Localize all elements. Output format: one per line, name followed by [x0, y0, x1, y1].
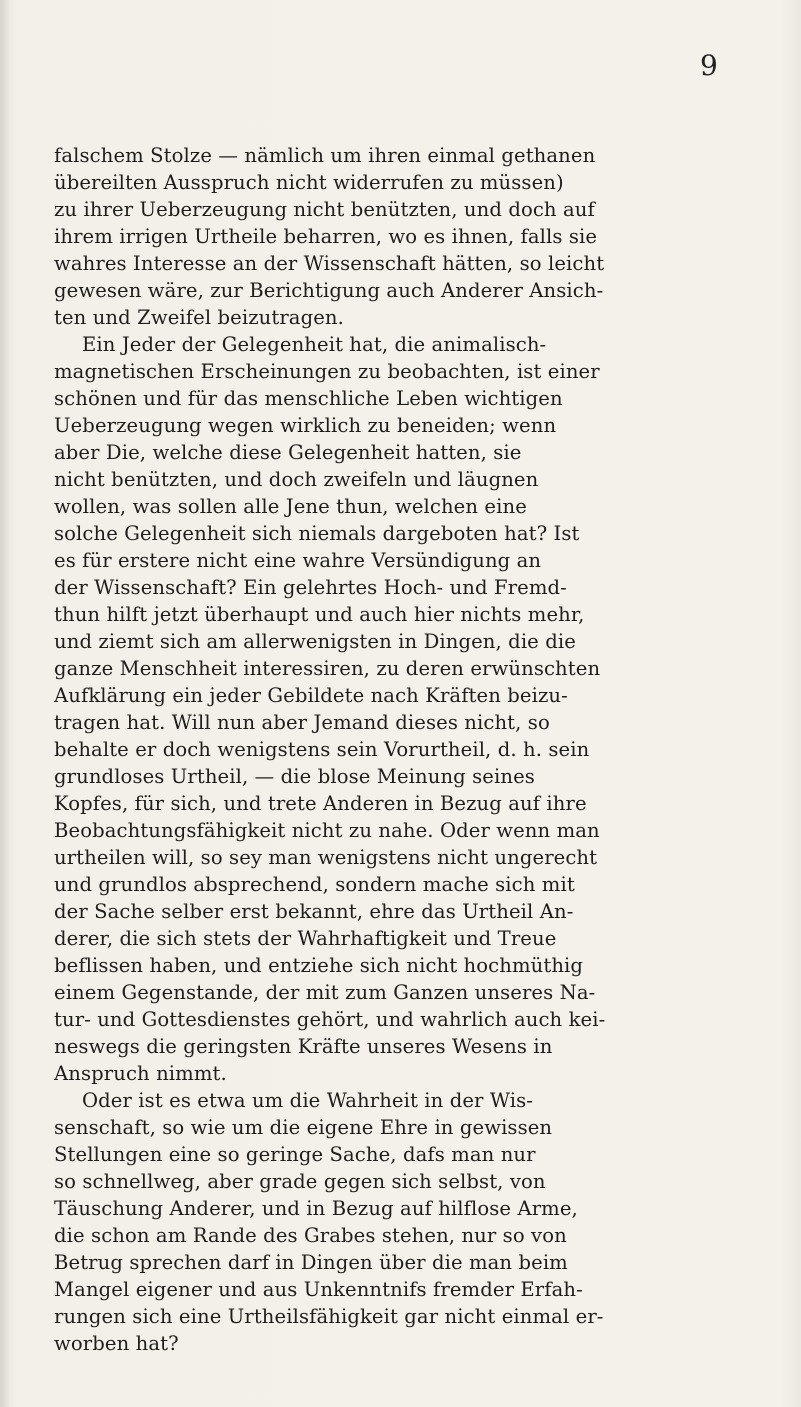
text-line: Kopfes, für sich, und trete Anderen in Bezug auf ihre [54, 792, 587, 815]
text-line: neswegs die geringsten Kräfte unseres Wesens in [54, 1035, 553, 1058]
text-line: Ein Jeder der Gelegenheit hat, die animalisch- [82, 333, 547, 356]
text-line: so schnellweg, aber grade gegen sich selbst, von [54, 1170, 546, 1193]
page-gutter-shadow [0, 0, 10, 1407]
text-line: tragen hat. Will nun aber Jemand dieses nicht, so [54, 711, 550, 734]
text-line: senschaft, so wie um die eigene Ehre in gewissen [54, 1116, 553, 1139]
body-text [54, 142, 674, 1357]
text-line: ten und Zweifel beizutragen. [54, 306, 344, 329]
text-line: Oder ist es etwa um die Wahrheit in der Wis- [82, 1089, 533, 1112]
text-line: der Sache selber erst bekannt, ehre das Urtheil An- [54, 900, 574, 923]
text-line: Betrug sprechen darf in Dingen über die man beim [54, 1251, 568, 1274]
text-line: der Wissenschaft? Ein gelehrtes Hoch- und Fremd- [54, 576, 567, 599]
text-line: Anspruch nimmt. [54, 1062, 227, 1085]
text-line: Mangel eigener und aus Unkenntnifs fremder Erfah- [54, 1278, 583, 1301]
text-line: übereilten Ausspruch nicht widerrufen zu müssen) [54, 171, 564, 194]
page-number: 9 [700, 49, 718, 82]
text-line: wollen, was sollen alle Jene thun, welchen eine [54, 495, 527, 518]
text-line: und ziemt sich am allerwenigsten in Dingen, die die [54, 630, 576, 653]
text-line: worben hat? [54, 1332, 179, 1355]
text-line: aber Die, welche diese Gelegenheit hatten, sie [54, 441, 522, 464]
text-line: tur- und Gottesdienstes gehört, und wahrlich auch kei- [54, 1008, 606, 1031]
text-line: beflissen haben, und entziehe sich nicht hochmüthig [54, 954, 584, 977]
text-line: urtheilen will, so sey man wenigstens nicht ungerecht [54, 846, 598, 869]
text-line: Beobachtungsfähigkeit nicht zu nahe. Oder wenn man [54, 819, 600, 842]
text-line: zu ihrer Ueberzeugung nicht benützten, und doch auf [54, 198, 595, 221]
text-line: schönen und für das menschliche Leben wichtigen [54, 387, 563, 410]
text-line: gewesen wäre, zur Berichtigung auch Anderer Ansich- [54, 279, 604, 302]
text-line: solche Gelegenheit sich niemals dargeboten hat? Ist [54, 522, 580, 545]
text-line: Aufklärung ein jeder Gebildete nach Kräften beizu- [54, 684, 568, 707]
text-line: thun hilft jetzt überhaupt und auch hier nichts mehr, [54, 603, 585, 626]
text-line: magnetischen Erscheinungen zu beobachten, ist einer [54, 360, 600, 383]
text-line: es für erstere nicht eine wahre Versündigung an [54, 549, 542, 572]
text-line: grundloses Urtheil, — die blose Meinung seines [54, 765, 535, 788]
text-line: ihrem irrigen Urtheile beharren, wo es ihnen, falls sie [54, 225, 598, 248]
text-line: behalte er doch wenigstens sein Vorurtheil, d. h. sein [54, 738, 590, 761]
text-line: falschem Stolze — nämlich um ihren einmal gethanen [54, 144, 596, 167]
text-line: ganze Menschheit interessiren, zu deren erwünschten [54, 657, 601, 680]
text-line: Stellungen eine so geringe Sache, dafs man nur [54, 1143, 536, 1166]
text-line: nicht benützten, und doch zweifeln und läugnen [54, 468, 539, 491]
text-line: und grundlos absprechend, sondern mache sich mit [54, 873, 575, 896]
text-line: derer, die sich stets der Wahrhaftigkeit und Treue [54, 927, 557, 950]
text-line: einem Gegenstande, der mit zum Ganzen unseres Na- [54, 981, 596, 1004]
text-line: Täuschung Anderer, und in Bezug auf hilflose Arme, [54, 1197, 578, 1220]
text-line: die schon am Rande des Grabes stehen, nur so von [54, 1224, 567, 1247]
text-line: Ueberzeugung wegen wirklich zu beneiden; wenn [54, 414, 557, 437]
text-line: wahres Interesse an der Wissenschaft hätten, so leicht [54, 252, 605, 275]
text-line: rungen sich eine Urtheilsfähigkeit gar nicht einmal er- [54, 1305, 604, 1328]
